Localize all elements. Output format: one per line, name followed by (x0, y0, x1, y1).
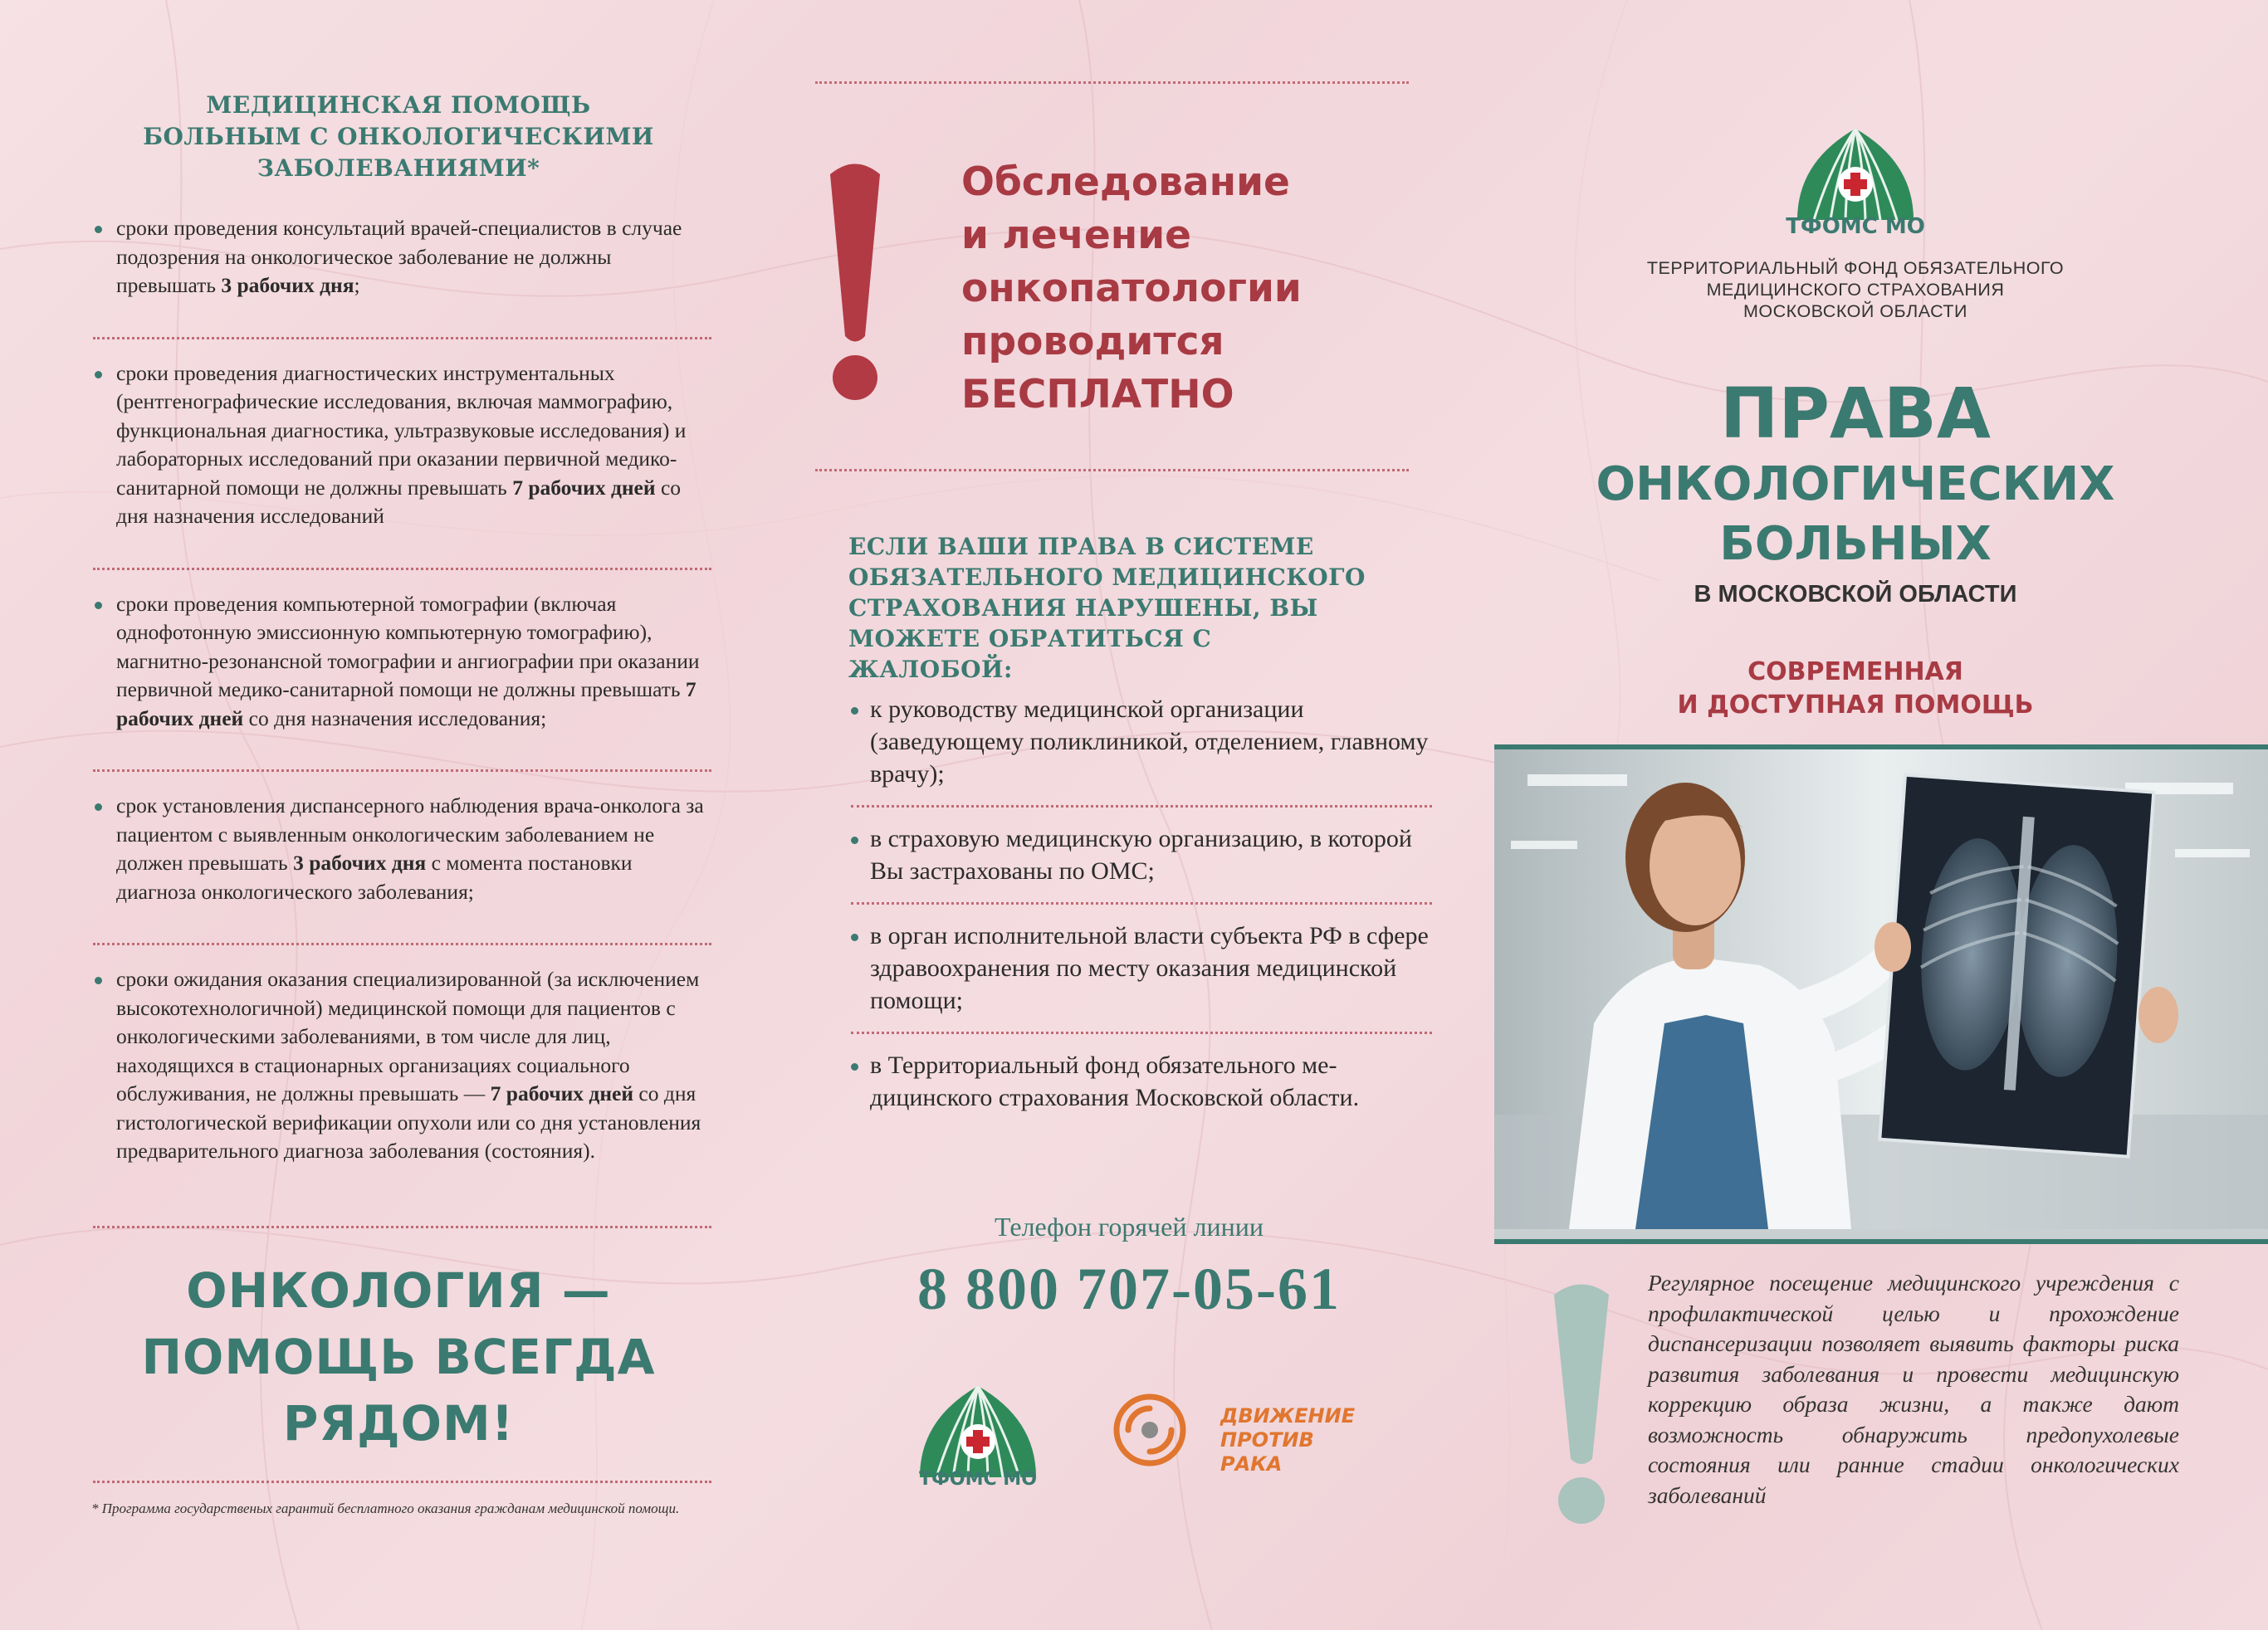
brochure-title-subline: ОНКОЛОГИЧЕСКИХ БОЛЬНЫХ (1596, 457, 2115, 571)
list-item: сроки проведения диагностических инструментальных (рентгенографические исследования, включая маммографию, функциональная диагностика, ультразвуковые исследования) и лабораторных исследований при оказании первичной медико-санитарной помощи не должны превышать 7 рабочих дней со дня назначения исследований (93, 359, 711, 531)
exclamation-mark-icon (1544, 1278, 1619, 1527)
list-item: в Территориальный фонд обязательного медицинского страхования Московской области. (851, 1049, 1432, 1129)
region-label: В МОСКОВСКОЙ ОБЛАСТИ (1694, 581, 2017, 608)
tfoms-logo-caption: ТФОМС МО (1786, 214, 1925, 239)
complaint-heading: ЕСЛИ ВАШИ ПРАВА В СИСТЕМЕ ОБЯЗАТЕЛЬНОГО МЕДИЦИНСКОГО СТРАХОВАНИЯ НАРУШЕНЫ, ВЫ МОЖЕТЕ ОБРАТИТЬСЯ С ЖАЛОБОЙ: (848, 533, 1366, 683)
movement-against-cancer-name: ДВИЖЕНИЕ ПРОТИВ РАКА (1220, 1404, 1356, 1476)
doctor-xray-illustration (1494, 749, 2268, 1229)
slogan: ОНКОЛОГИЯ — ПОМОЩЬ ВСЕГДА РЯДОМ! (141, 1262, 656, 1452)
list-item: сроки проведения компьютерной томографии (включая однофотонную эмиссионную компьютерную томографию), магнитно-резонансной томографии и ангиографии при оказании первичной медико-санитарной помощи не должны превышать 7 рабочих дней со дня назначения исследования; (93, 590, 711, 734)
headline-line: Обследование (961, 159, 1290, 205)
headline-line: онкопатологии (961, 266, 1302, 311)
doctor-xray-photo (1494, 744, 2268, 1244)
list-item: в орган исполнительной власти субъекта РФ в сфере здравоохранения по месту оказания медицинской помощи; (851, 920, 1432, 1034)
footnote: * Программа государственых гарантий бесплатного оказания гражданам медицинской помощи. (91, 1501, 680, 1516)
list-item: сроки ожидания оказания специализированной (за исключением высокотехнологичной) медицинской помощи для пациентов с онкологическими заболеваниями, в том числе для лиц, находящихся в стационарных организациях социального обслуживания, не должны превышать — 7 рабочих дней со дня гистологической верификации опухоли или со дня установления предварительного диагноза заболевания (состояния). (93, 965, 711, 1166)
list-item: к руководству медицинской организации (заведующему поликлиникой, отделением, главному врачу); (851, 693, 1432, 808)
list-item: сроки проведения консультаций врачей-специалистов в случае подозрения на онкологическое заболевание не должны превышать 3 рабочих дня; (93, 214, 711, 300)
headline-line: и лечение (961, 212, 1192, 258)
list-item: в страховую медицинскую организацию, в которой Вы застрахованы по ОМС; (851, 822, 1432, 905)
tfoms-logo-caption: ТФОМС МО (919, 1469, 1037, 1490)
prevention-advice: Регулярное посещение медицинского учреждения с профилактической целью и прохождение диспансеризации позволяет выявить факторы риска развития заболевания и провести медицинскую коррекцию образа жизни, а также дают возможность обнаружить предопухолевые состояния или ранние стадии онкологических заболеваний (1648, 1270, 2179, 1508)
list-item: срок установления диспансерного наблюдения врача-онколога за пациентом с выявленным онкологическим заболеванием не должен превышать 3 рабочих дня с момента постановки диагноза онкологического заболевания; (93, 792, 711, 906)
hotline-label: Телефон горячей линии (995, 1212, 1264, 1242)
headline-emphasis: БЕСПЛАТНО (961, 372, 1234, 417)
organization-name: ТЕРРИТОРИАЛЬНЫЙ ФОНД ОБЯЗАТЕЛЬНОГО МЕДИЦИНСКОГО СТРАХОВАНИЯ МОСКОВСКОЙ ОБЛАСТИ (1646, 258, 2065, 321)
brochure-subtitle: СОВРЕМЕННАЯ И ДОСТУПНАЯ ПОМОЩЬ (1677, 657, 2034, 720)
headline-line: проводится (961, 319, 1224, 364)
left-panel-title: МЕДИЦИНСКАЯ ПОМОЩЬ БОЛЬНЫМ С ОНКОЛОГИЧЕСКИМИ ЗАБОЛЕВАНИЯМИ* (143, 91, 654, 182)
brochure-title: ПРАВА (1720, 373, 1991, 454)
hotline-number[interactable]: 8 800 707-05-61 (917, 1256, 1341, 1322)
